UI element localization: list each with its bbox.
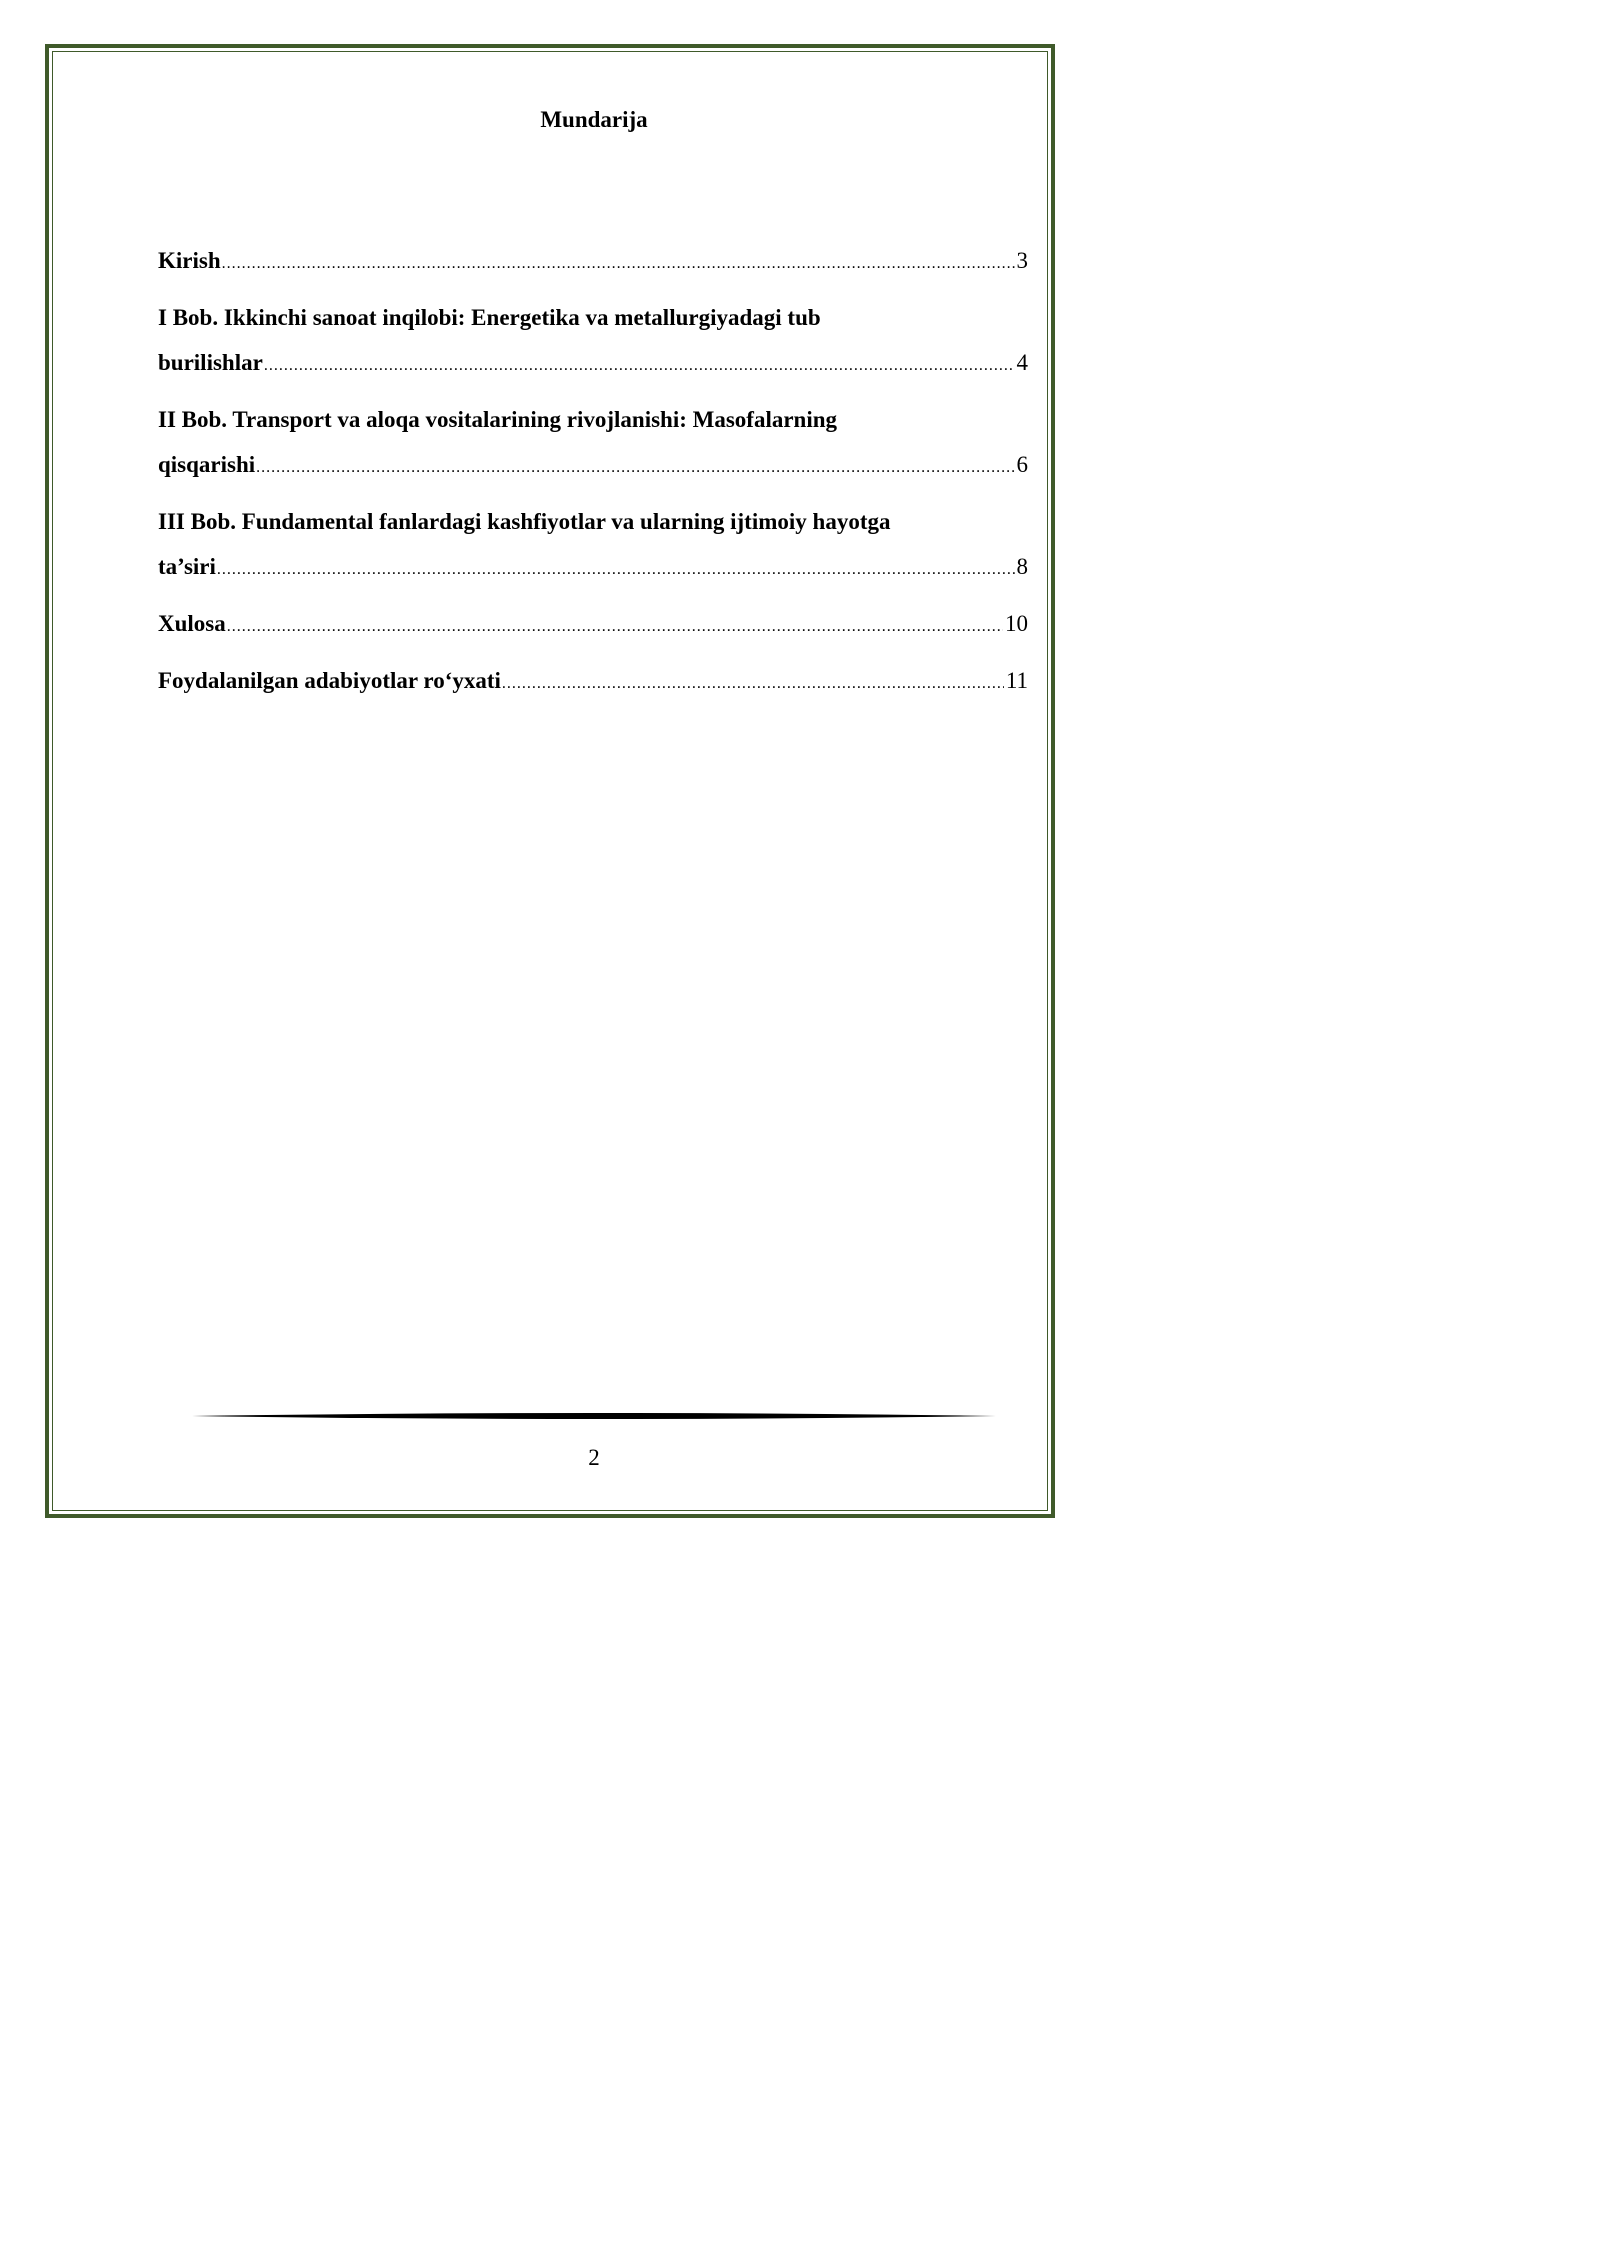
- toc-entry-label: ta’siri: [158, 554, 216, 579]
- toc-entry-references[interactable]: [158, 658, 1028, 706]
- toc-page-number: 3: [1016, 248, 1028, 273]
- toc-page-number: 8: [1016, 554, 1028, 579]
- toc-leader-dots: [222, 241, 1015, 286]
- toc-leader-dots: [264, 343, 1015, 388]
- toc-leader-dots: [227, 604, 1003, 649]
- toc-page-number: 6: [1016, 452, 1028, 477]
- toc-entry-label: Xulosa: [158, 611, 226, 636]
- toc-page-number: 11: [1005, 668, 1028, 693]
- toc-entry-label: qisqarishi: [158, 452, 256, 477]
- toc-page-number: 10: [1005, 611, 1028, 636]
- toc-entry-label: burilishlar: [158, 350, 263, 375]
- table-of-contents: [158, 238, 1028, 715]
- toc-entry-chapter-1[interactable]: [158, 295, 1028, 388]
- page-title: Mundarija: [540, 107, 648, 132]
- toc-entry-kirish[interactable]: [158, 238, 1028, 286]
- toc-entry-label-line: III Bob. Fundamental fanlardagi kashfiyotlar va ularning ijtimoiy hayotga: [158, 509, 891, 534]
- toc-entry-label: Kirish: [158, 248, 221, 273]
- toc-entry-chapter-2[interactable]: [158, 397, 1028, 490]
- toc-leader-dots: [256, 445, 1014, 490]
- toc-entry-xulosa[interactable]: [158, 601, 1028, 649]
- toc-leader-dots: [502, 661, 1004, 706]
- toc-entry-label-line: I Bob. Ikkinchi sanoat inqilobi: Energetika va metallurgiyadagi tub: [158, 305, 821, 330]
- toc-page-number: 4: [1016, 350, 1028, 375]
- toc-entry-label-line: II Bob. Transport va aloqa vositalarining rivojlanishi: Masofalarning: [158, 407, 838, 432]
- footer-divider: [192, 1408, 996, 1424]
- page-number: 2: [588, 1445, 600, 1470]
- toc-entry-chapter-3[interactable]: [158, 499, 1028, 592]
- toc-leader-dots: [217, 547, 1015, 592]
- toc-entry-label: Foydalanilgan adabiyotlar ro‘yxati: [158, 668, 501, 693]
